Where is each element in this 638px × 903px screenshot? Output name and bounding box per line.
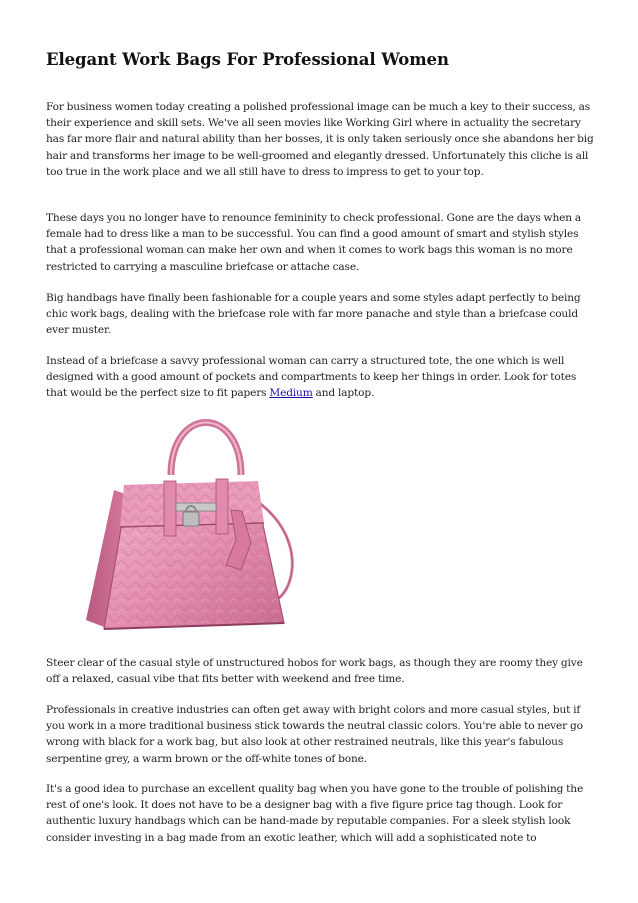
paragraph-2: These days you no longer have to renounce femininity to check professional. Gone are the days when a female had to dress like a man to be successful. You can find a good amount of smart and stylish styles that a professional woman can make her own and when it comes to work bags this woman is no more restricted to carrying a masculine briefcase or attache case. (46, 212, 582, 273)
pink-handbag-image (76, 415, 301, 645)
paragraph-5: Steer clear of the casual style of unstructured hobos for work bags, as though they are roomy they give off a relaxed, casual vibe that fits better with weekend and free time. (46, 657, 583, 686)
medium-link[interactable]: Medium (269, 387, 313, 400)
page-title: Elegant Work Bags For Professional Women (46, 50, 449, 69)
paragraph-1: For business women today creating a polished professional image can be much a key to their success, as their experience and skill sets. We've all seen movies like Working Girl where in actuality the secretary has far more flair and natural ability than her bosses, it is only taken seriously once she abandons her big hair and transforms her image to be well-groomed and elegantly dressed. Unfortunately this cliche is all too true in the work place and we all still have to dress to impress to get to your top. (46, 101, 594, 178)
paragraph-3: Big handbags have finally been fashionable for a couple years and some styles adapt perfectly to being chic work bags, dealing with the briefcase role with far more panache and style than a briefcase could ever muster. (46, 292, 581, 337)
paragraph-6: Professionals in creative industries can often get away with bright colors and more casual styles, but if you work in a more traditional business stick towards the neutral classic colors. You're able to never go wrong with black for a work bag, but also look at other restrained neutrals, like this year's fabulous serpentine grey, a warm brown or the off-white tones of bone. (46, 704, 583, 765)
paragraph-4-text-start: Instead of a briefcase a savvy professional woman can carry a structured tote, the one which is well designed with a good amount of pockets and compartments to keep her things in order. Look for totes that would be the perfect size to fit papers (46, 355, 577, 400)
paragraph-4 (46, 353, 596, 402)
paragraph-4-text-end: and laptop. (312, 387, 375, 400)
paragraph-7: It's a good idea to purchase an excellent quality bag when you have gone to the trouble of polishing the rest of one's look. It does not have to be a designer bag with a five figure price tag though. Look for authentic luxury handbags which can be hand-made by reputable companies. For a sleek stylish look consider investing in a bag made from an exotic leather, which will add a sophisticated note to (46, 783, 584, 844)
